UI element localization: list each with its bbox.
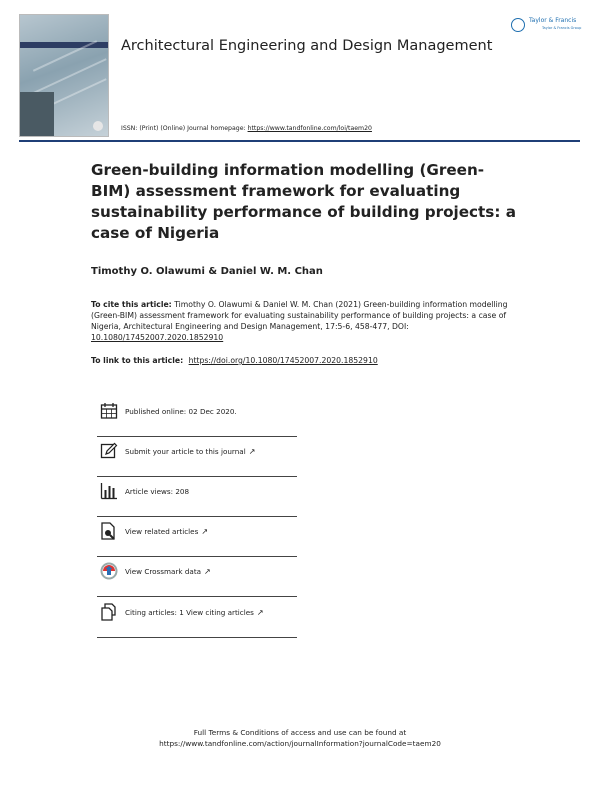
publisher-logo-icon [511, 18, 525, 32]
submit-pencil-icon [100, 442, 118, 460]
article-authors: Timothy O. Olawumi & Daniel W. M. Chan [91, 266, 323, 277]
journal-cover-image [19, 14, 109, 137]
footer-terms-url[interactable]: https://www.tandfonline.com/action/journalInformation?journalCode=taem20 [159, 739, 441, 748]
article-link-line [91, 356, 378, 365]
citation-label: To cite this article: [91, 300, 172, 309]
published-online-label: Published online: 02 Dec 2020. [125, 407, 237, 416]
citation-block [91, 299, 521, 343]
cover-seal-icon [93, 121, 103, 131]
journal-homepage-link[interactable]: https://www.tandfonline.com/loi/taem20 [247, 125, 372, 132]
article-title: Green-building information modelling (Green-BIM) assessment framework for evaluating sustainability performance of building projects: a case of Nigeria [91, 161, 516, 242]
crossmark-icon [100, 562, 118, 580]
article-doi-url[interactable]: https://doi.org/10.1080/17452007.2020.1852910 [188, 356, 378, 365]
related-articles-icon [100, 522, 118, 540]
external-link-icon: ↗ [248, 447, 256, 456]
related-articles-label[interactable]: View related articles [125, 527, 199, 536]
citing-articles-icon [100, 603, 118, 621]
article-views-label: Article views: 208 [125, 487, 190, 496]
bar-chart-icon [100, 482, 118, 500]
article-views-row [97, 477, 297, 517]
issn-text: ISSN: (Print) (Online) Journal homepage: [121, 125, 246, 132]
submit-article-row[interactable] [97, 437, 297, 477]
publisher-logo-text: Taylor & Francis [529, 17, 577, 24]
footer-terms-text: Full Terms & Conditions of access and use can be found at [193, 728, 407, 737]
header-divider [19, 140, 580, 142]
citing-articles-row[interactable] [97, 598, 297, 638]
calendar-icon [100, 402, 118, 420]
publisher-logo [511, 17, 583, 37]
footer-terms [0, 727, 600, 749]
submit-article-label[interactable]: Submit your article to this journal [125, 447, 246, 456]
related-articles-row[interactable] [97, 517, 297, 557]
row-divider [97, 637, 297, 638]
publisher-logo-subtext: Taylor & Francis Group [542, 26, 582, 30]
crossmark-label[interactable]: View Crossmark data [125, 567, 202, 576]
citation-text: Timothy O. Olawumi & Daniel W. M. Chan (2021) Green-building information modelling (Green-BIM) assessment framework for evaluating sustainability performance of building projects: a case of Nigeria, Architectural Engineering and Design Management, 17:5-6, 458-477, DOI: [91, 300, 508, 331]
journal-title: Architectural Engineering and Design Management [121, 38, 493, 54]
row-divider [97, 596, 297, 597]
external-link-icon: ↗ [256, 608, 264, 617]
published-online-row [97, 397, 297, 437]
citing-articles-label[interactable]: Citing articles: 1 View citing articles [125, 608, 254, 617]
external-link-icon: ↗ [204, 567, 211, 576]
article-link-label: To link to this article: [91, 356, 184, 365]
issn-line [121, 125, 372, 132]
crossmark-row[interactable] [97, 557, 297, 597]
cover-building-block [20, 92, 54, 136]
external-link-icon: ↗ [201, 527, 209, 536]
doi-link[interactable]: 10.1080/17452007.2020.1852910 [91, 333, 224, 342]
